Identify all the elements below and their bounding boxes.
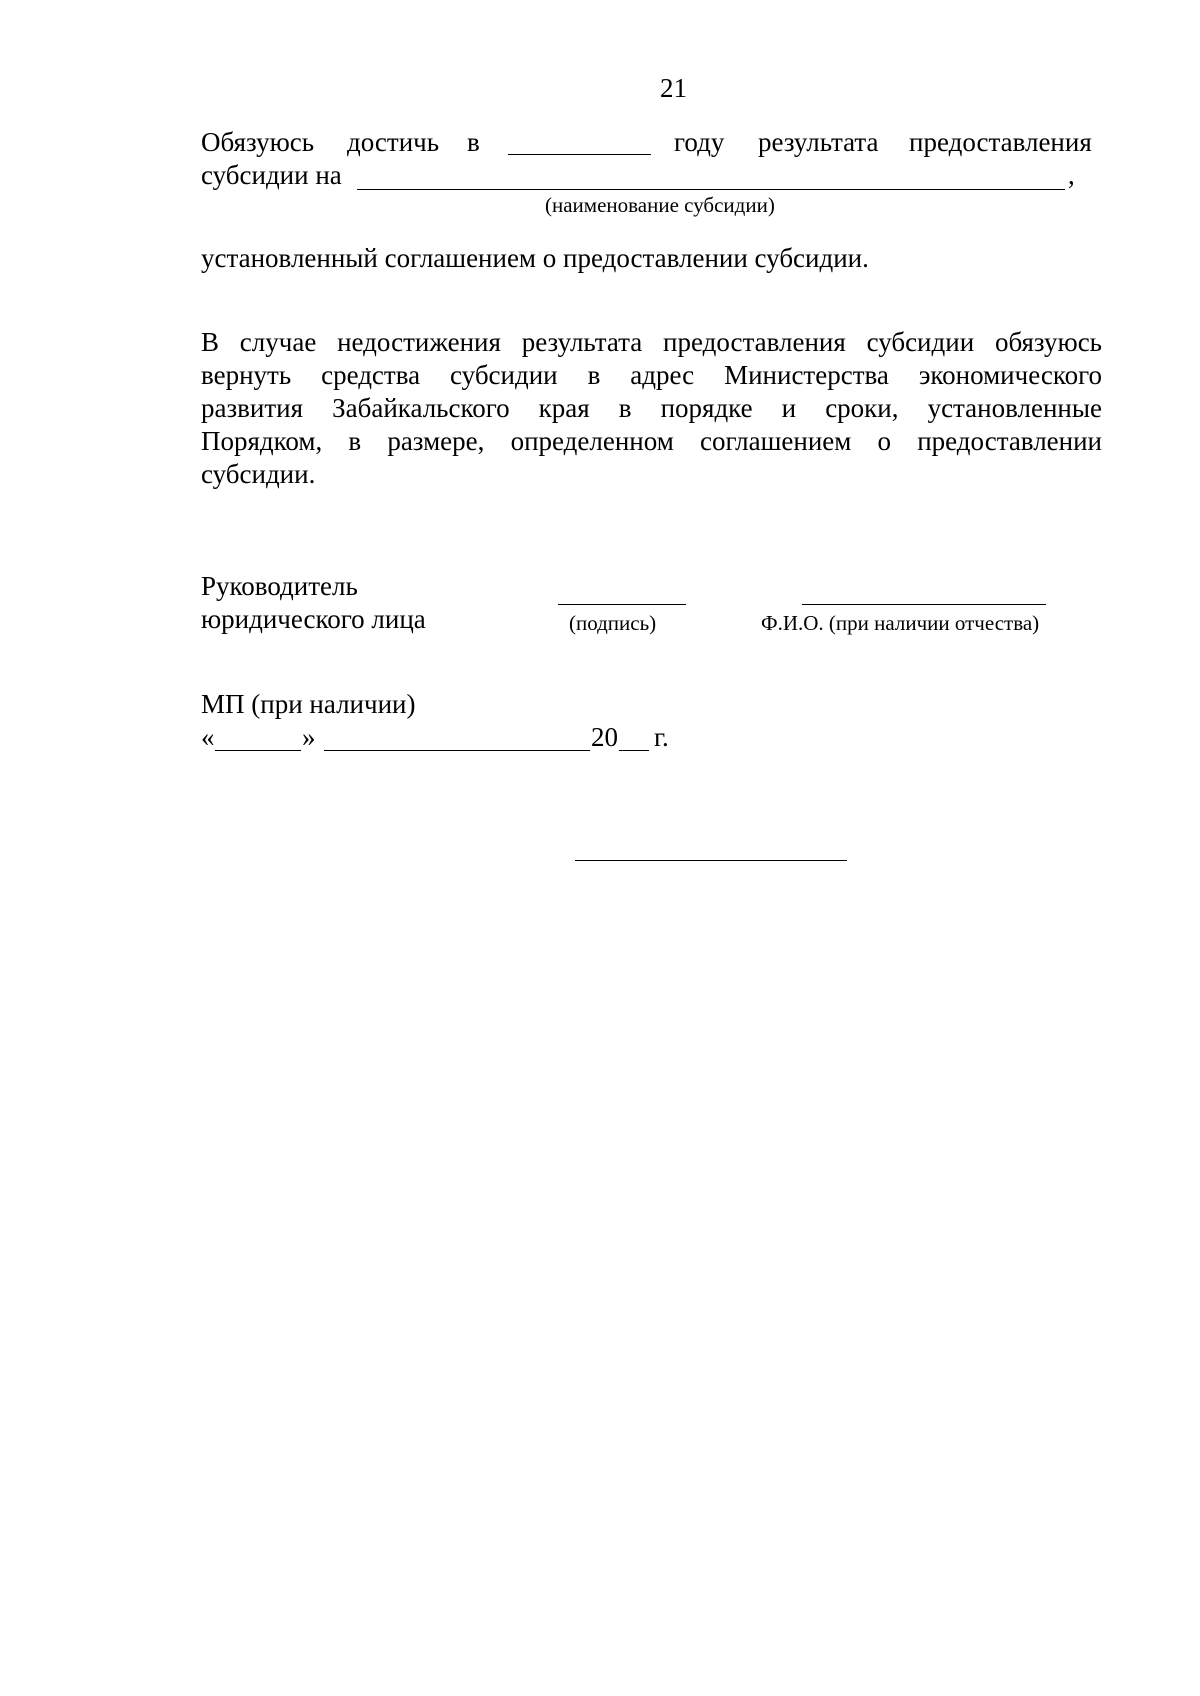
date-close-quote: » <box>302 722 316 752</box>
closing-separator-line <box>575 860 847 861</box>
refund-line: развития Забайкальского края в порядке и сроки, установленные <box>201 393 1102 423</box>
full-name-caption: Ф.И.О. (при наличии отчества) <box>761 611 1040 635</box>
full-name-blank[interactable] <box>802 604 1046 605</box>
refund-paragraph <box>201 326 1102 491</box>
date-year-prefix: 20 <box>591 722 618 752</box>
refund-line: В случае недостижения результата предоставления субсидии обязуюсь <box>201 327 1102 357</box>
date-year-suffix: г. <box>654 722 669 752</box>
refund-line: Порядком, в размере, определенном соглашением о предоставлении <box>201 426 1102 456</box>
signature-blank[interactable] <box>558 604 686 605</box>
date-day-blank[interactable] <box>215 750 301 751</box>
signatory-role-line1: Руководитель <box>201 571 358 601</box>
year-blank[interactable] <box>508 154 651 155</box>
pledge-line2-prefix: субсидии на <box>201 160 342 190</box>
pledge-word-1: Обязуюсь <box>201 127 315 157</box>
pledge-line3: установленный соглашением о предоставлении субсидии. <box>201 243 869 273</box>
subsidy-name-caption: (наименование субсидии) <box>545 193 775 217</box>
subsidy-name-blank[interactable] <box>357 189 1065 190</box>
pledge-word-4: году <box>674 127 725 157</box>
refund-line: субсидии. <box>201 459 316 489</box>
pledge-word-3: в <box>467 127 480 157</box>
pledge-word-5: результата <box>758 127 879 157</box>
date-year-blank[interactable] <box>619 750 649 751</box>
signatory-role-line2: юридического лица <box>201 604 426 634</box>
signature-caption: (подпись) <box>569 611 657 635</box>
date-open-quote: « <box>201 722 215 752</box>
pledge-word-6: предоставления <box>909 127 1092 157</box>
pledge-word-2: достичь <box>347 127 440 157</box>
pledge-line2-suffix: , <box>1068 160 1075 190</box>
stamp-label: МП (при наличии) <box>201 689 416 719</box>
page-number: 21 <box>660 73 687 103</box>
refund-line: вернуть средства субсидии в адрес Министерства экономического <box>201 360 1102 390</box>
date-month-blank[interactable] <box>324 750 590 751</box>
